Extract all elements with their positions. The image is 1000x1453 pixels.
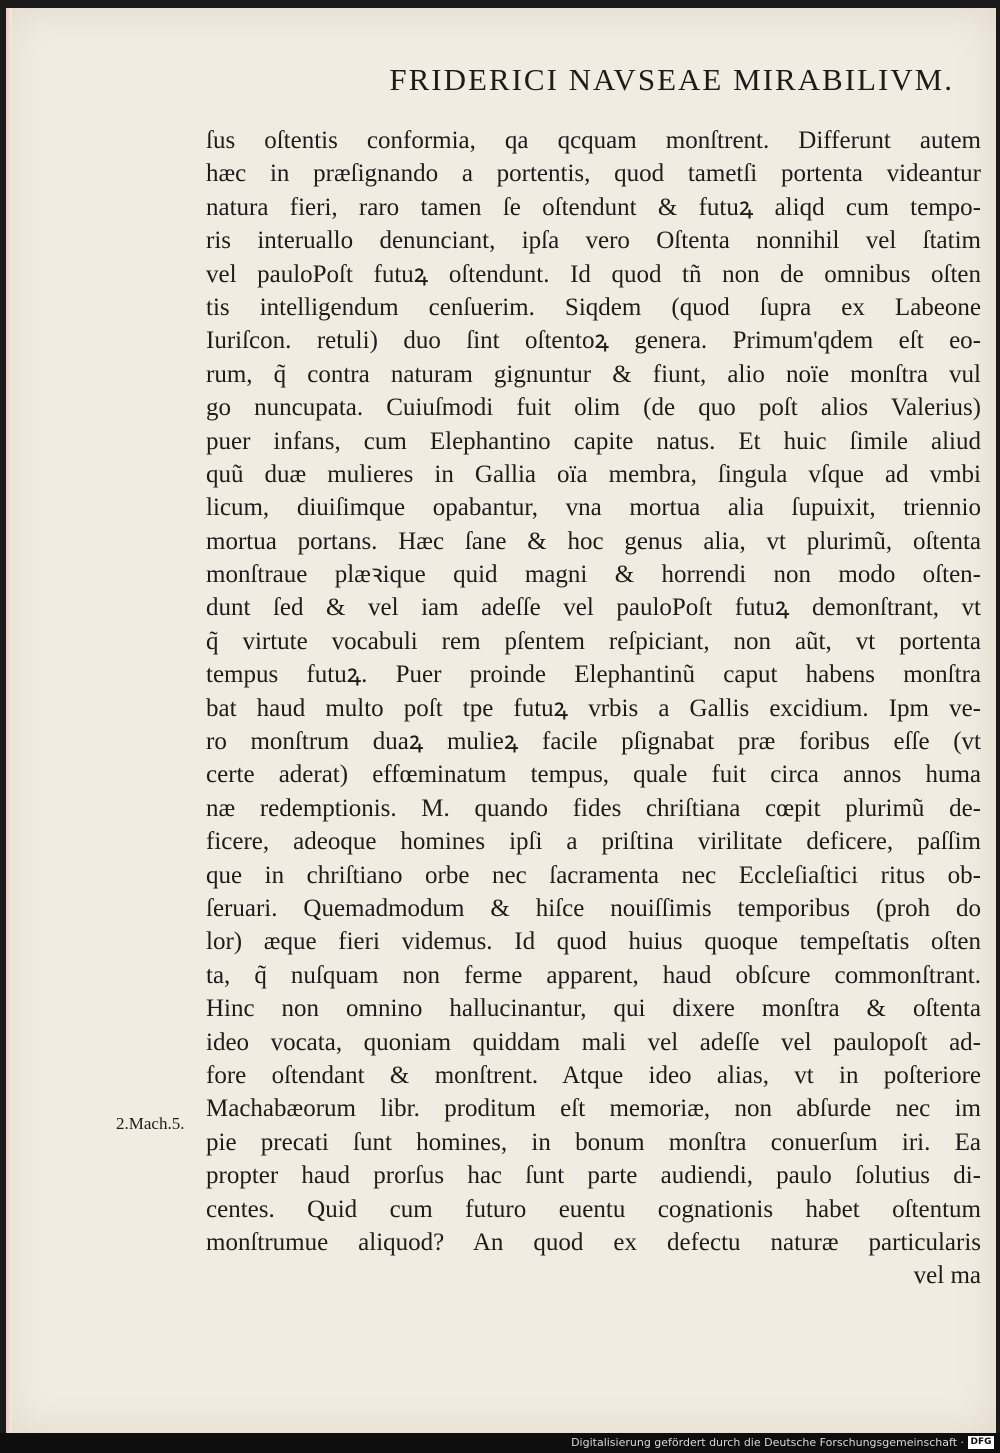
text-line: hæc in præſignando a portentis, quod tametſi portenta videantur: [206, 160, 981, 188]
text-line: puer infans, cum Elephantino capite natus. Et huic ſimile aliud: [206, 427, 981, 455]
text-line: ideo vocata, quoniam quiddam mali vel adeſſe vel paulopoſt ad-: [206, 1028, 981, 1056]
text-line: Hinc non omnino hallucinantur, qui dixere monſtra & oſtenta: [206, 995, 981, 1023]
text-line: que in chriſtiano orbe nec ſacramenta nec Eccleſiaſtici ritus ob-: [206, 861, 981, 889]
text-line: Machabæorum libr. proditum eſt memoriæ, non abſurde nec im: [206, 1095, 981, 1123]
text-line: pie precati ſunt homines, in bonum monſtra conuerſum iri. Ea: [206, 1128, 981, 1156]
text-line: quũ duæ mulieres in Gallia oïa membra, ſingula vſque ad vmbi: [206, 460, 981, 488]
text-line: tempus futuꝝ. Puer proinde Elephantinũ caput habens monſtra: [206, 661, 981, 689]
text-line: natura fieri, raro tamen ſe oſtendunt & futuꝝ aliqd cum tempo-: [206, 193, 981, 221]
page-edge: [6, 8, 12, 1433]
text-line: ſus oſtentis conformia, qa qcquam monſtrent. Differunt autem: [206, 127, 981, 154]
text-line: dunt ſed & vel iam adeſſe vel pauloPoſt futuꝝ demonſtrant, vt: [206, 594, 981, 622]
text-line: lor) æque fieri videmus. Id quod huius quoque tempeſtatis oſten: [206, 928, 981, 956]
running-head: FRIDERICI NAVSEAE MIRABILIVM.: [389, 62, 954, 97]
text-line: licum, diuiſimque opabantur, vna mortua alia ſupuixit, triennio: [206, 494, 981, 522]
text-line: monſtrumue aliquod? An quod ex defectu naturæ particularis: [206, 1228, 981, 1256]
text-line: ficere, adeoque homines ipſi a priſtina virilitate deficere, paſſim: [206, 828, 981, 856]
text-line: ris interuallo denunciant, ipſa vero Oſtenta nonnihil vel ſtatim: [206, 227, 981, 255]
text-line: ro monſtrum duaꝝ mulieꝝ facile pſignabat præ foribus eſſe (vt: [206, 728, 981, 756]
funding-credit: Digitalisierung gefördert durch die Deutsche Forschungsgemeinschaft ·: [571, 1436, 964, 1449]
text-line: propter haud prorſus hac ſunt parte audiendi, paulo ſolutius di-: [206, 1162, 981, 1190]
text-line: næ redemptionis. M. quando fides chriſtiana cœpit plurimũ de-: [206, 794, 981, 822]
text-line: ta, q̃ nuſquam non ferme apparent, haud obſcure commonſtrant.: [206, 961, 981, 989]
text-line: vel ma: [913, 1262, 981, 1290]
text-block: [206, 124, 981, 1293]
dfg-logo: DFG: [968, 1436, 994, 1449]
marginal-note: 2.Mach.5.: [116, 1114, 185, 1133]
text-line: mortua portans. Hæc ſane & hoc genus alia, vt plurimũ, oſtenta: [206, 527, 981, 555]
text-line: go nuncupata. Cuiuſmodi fuit olim (de quo poſt alios Valerius): [206, 394, 981, 422]
book-page: [6, 8, 996, 1433]
text-line: certe aderat) effœminatum tempus, quale fuit circa annos huma: [206, 761, 981, 789]
footer-bar: [0, 1433, 1000, 1453]
text-line: fore oſtendant & monſtrent. Atque ideo alias, vt in poſteriore: [206, 1061, 981, 1089]
text-line: monſtraue plæꝛiquе quid magni & horrendi non modo oſten-: [206, 561, 981, 589]
text-line: tis intelligendum cenſuerim. Siqdem (quod ſupra ex Labeone: [206, 293, 981, 321]
text-line: rum, q̃ contra naturam gignuntur & fiunt, alio noïe monſtra vul: [206, 360, 981, 388]
text-line: centes. Quid cum futuro euentu cognationis habet oſtentum: [206, 1195, 981, 1223]
text-line: q̃ virtute vocabuli rem pſentem reſpiciant, non aũt, vt portenta: [206, 627, 981, 655]
text-line: bat haud multo poſt tpe futuꝝ vrbis a Gallis excidium. Ipm ve-: [206, 694, 981, 722]
text-line: ſeruari. Quemadmodum & hiſce nouiſſimis temporibus (proh do: [206, 894, 981, 922]
text-line: Iuriſcon. retuli) duo ſint oſtentoꝝ genera. Primum'qdem eſt eo-: [206, 327, 981, 355]
text-line: vel pauloPoſt futuꝝ oſtendunt. Id quod tñ non de omnibus oſten: [206, 260, 981, 288]
